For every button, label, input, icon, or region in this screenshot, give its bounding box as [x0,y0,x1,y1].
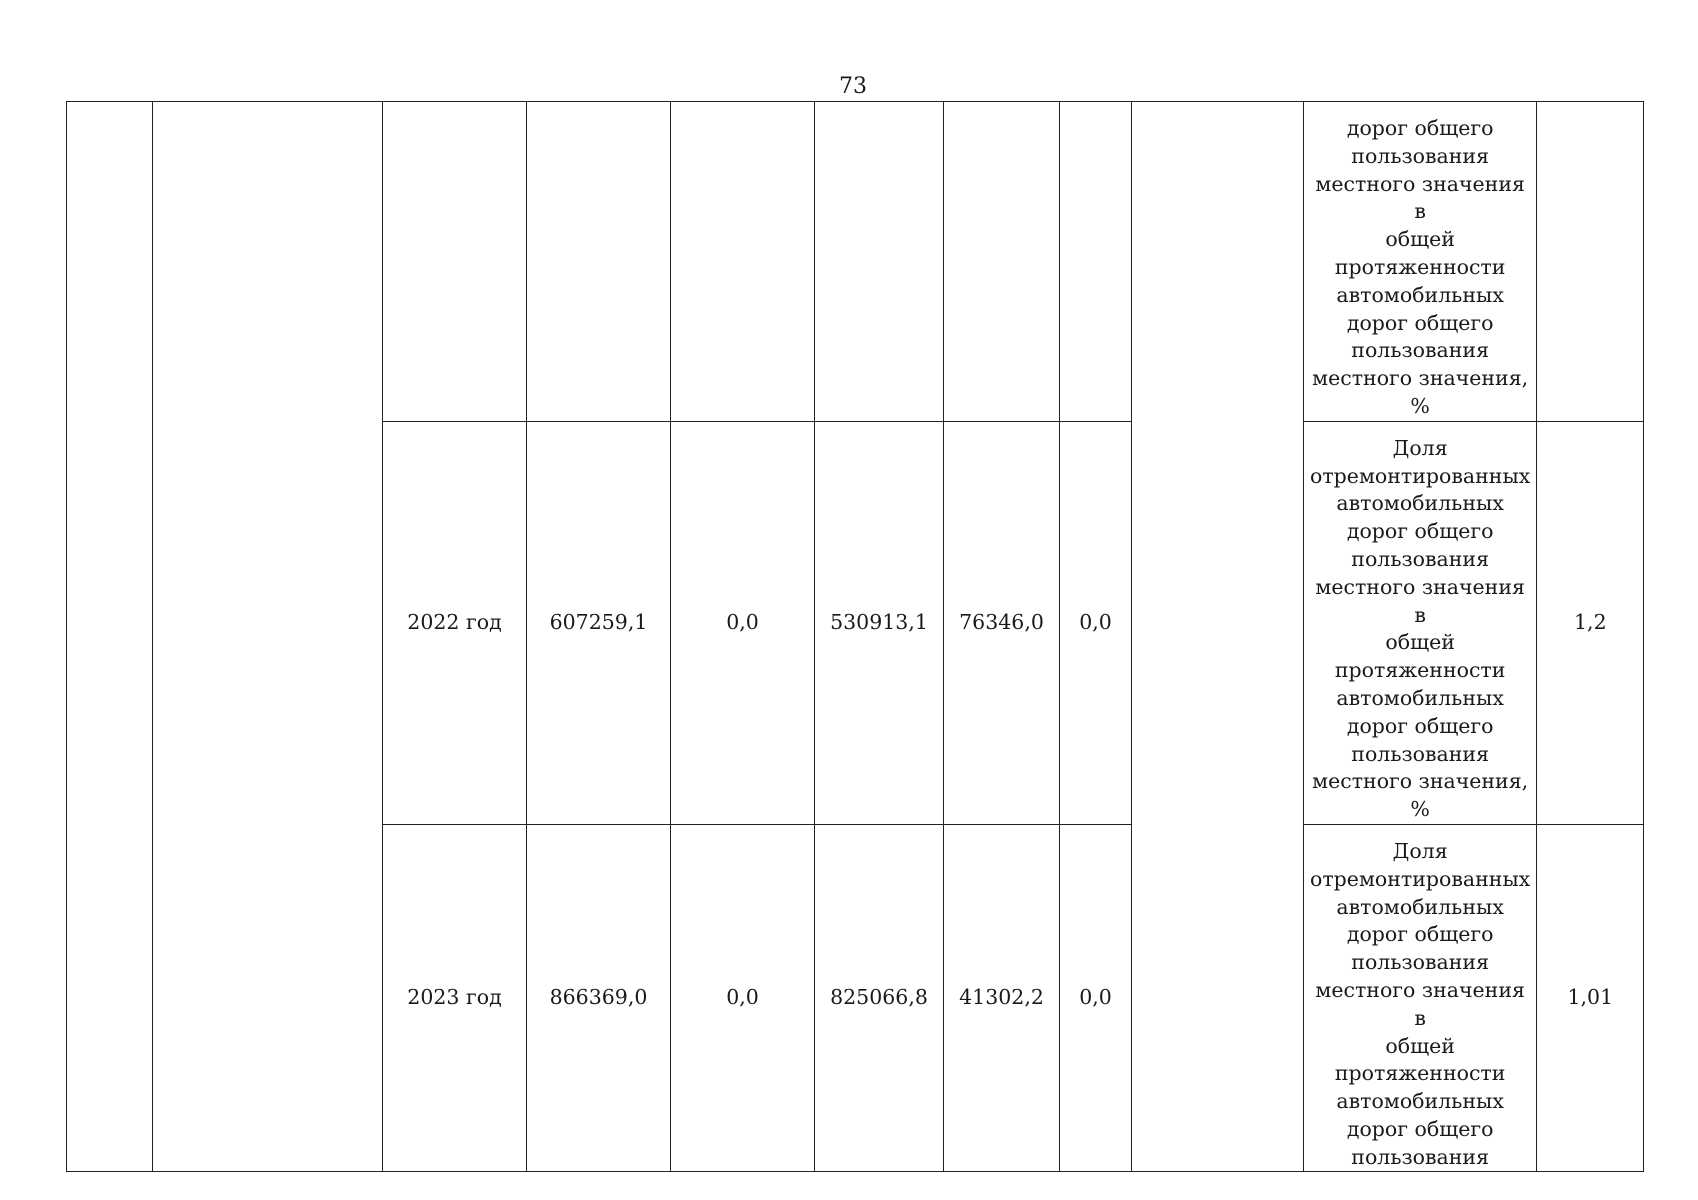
number-cell [67,102,153,1172]
indicator-line: отремонтированных [1310,463,1531,488]
other-sources-cell: 0,0 [1060,421,1132,824]
indicator-line: пользования [1351,1144,1490,1169]
indicator-line: % [1410,393,1430,418]
indicator-line: дорог общего [1346,116,1494,140]
indicator-line: местного значения, [1312,366,1529,391]
total-funding-cell: 866369,0 [527,824,671,1172]
indicator-name-cell [1304,824,1537,1172]
indicator-line: автомобильных [1336,491,1504,516]
indicator-value-cell [1537,102,1644,422]
year-cell [383,102,527,422]
federal-budget-cell: 0,0 [671,824,815,1172]
page-number: 73 [839,74,867,99]
federal-budget-cell [671,102,815,422]
local-budget-cell: 76346,0 [944,421,1060,824]
indicator-line: пользования [1351,950,1490,975]
regional-budget-cell [815,102,944,422]
indicator-line: местного значения в [1315,171,1525,224]
indicator-line: общей [1385,630,1455,655]
year-cell: 2023 год [383,824,527,1172]
year-cell: 2022 год [383,421,527,824]
executor-cell [1132,102,1304,1172]
regional-budget-cell: 530913,1 [815,421,944,824]
indicator-line: Доля [1392,435,1448,460]
indicator-value-cell: 1,2 [1537,421,1644,824]
table-row [67,102,1644,422]
indicator-line: пользования [1351,338,1490,363]
measure-name-cell [153,102,383,1172]
indicator-value-cell: 1,01 [1537,824,1644,1172]
indicator-line: % [1410,797,1430,822]
budget-table [66,101,1644,1172]
federal-budget-cell: 0,0 [671,421,815,824]
indicator-line: Доля [1392,838,1448,863]
indicator-line: протяженности [1334,1061,1506,1086]
indicator-line: местного значения в [1315,574,1525,627]
indicator-line: общей [1385,227,1455,252]
indicator-line: протяженности [1334,658,1506,683]
indicator-line: автомобильных [1336,282,1504,307]
indicator-line: дорог общего [1346,310,1494,335]
indicator-line: дорог общего [1346,1116,1494,1141]
indicator-line: автомобильных [1336,685,1504,710]
indicator-name-cell [1304,421,1537,824]
indicator-line: дорог общего [1346,713,1494,738]
indicator-line: пользования [1351,741,1490,766]
indicator-line: отремонтированных [1310,866,1531,891]
total-funding-cell: 607259,1 [527,421,671,824]
other-sources-cell [1060,102,1132,422]
indicator-line: общей [1385,1033,1455,1058]
indicator-line: местного значения, [1312,769,1529,794]
indicator-line: дорог общего [1346,519,1494,544]
indicator-name-cell [1304,102,1537,422]
other-sources-cell: 0,0 [1060,824,1132,1172]
indicator-line: автомобильных [1336,894,1504,919]
regional-budget-cell: 825066,8 [815,824,944,1172]
indicator-line: местного значения в [1315,977,1525,1030]
total-funding-cell [527,102,671,422]
indicator-line: автомобильных [1336,1089,1504,1114]
indicator-line: пользования [1351,546,1490,571]
indicator-line: протяженности [1334,254,1506,279]
indicator-line: пользования [1351,143,1490,168]
indicator-line: дорог общего [1346,922,1494,947]
local-budget-cell [944,102,1060,422]
local-budget-cell: 41302,2 [944,824,1060,1172]
